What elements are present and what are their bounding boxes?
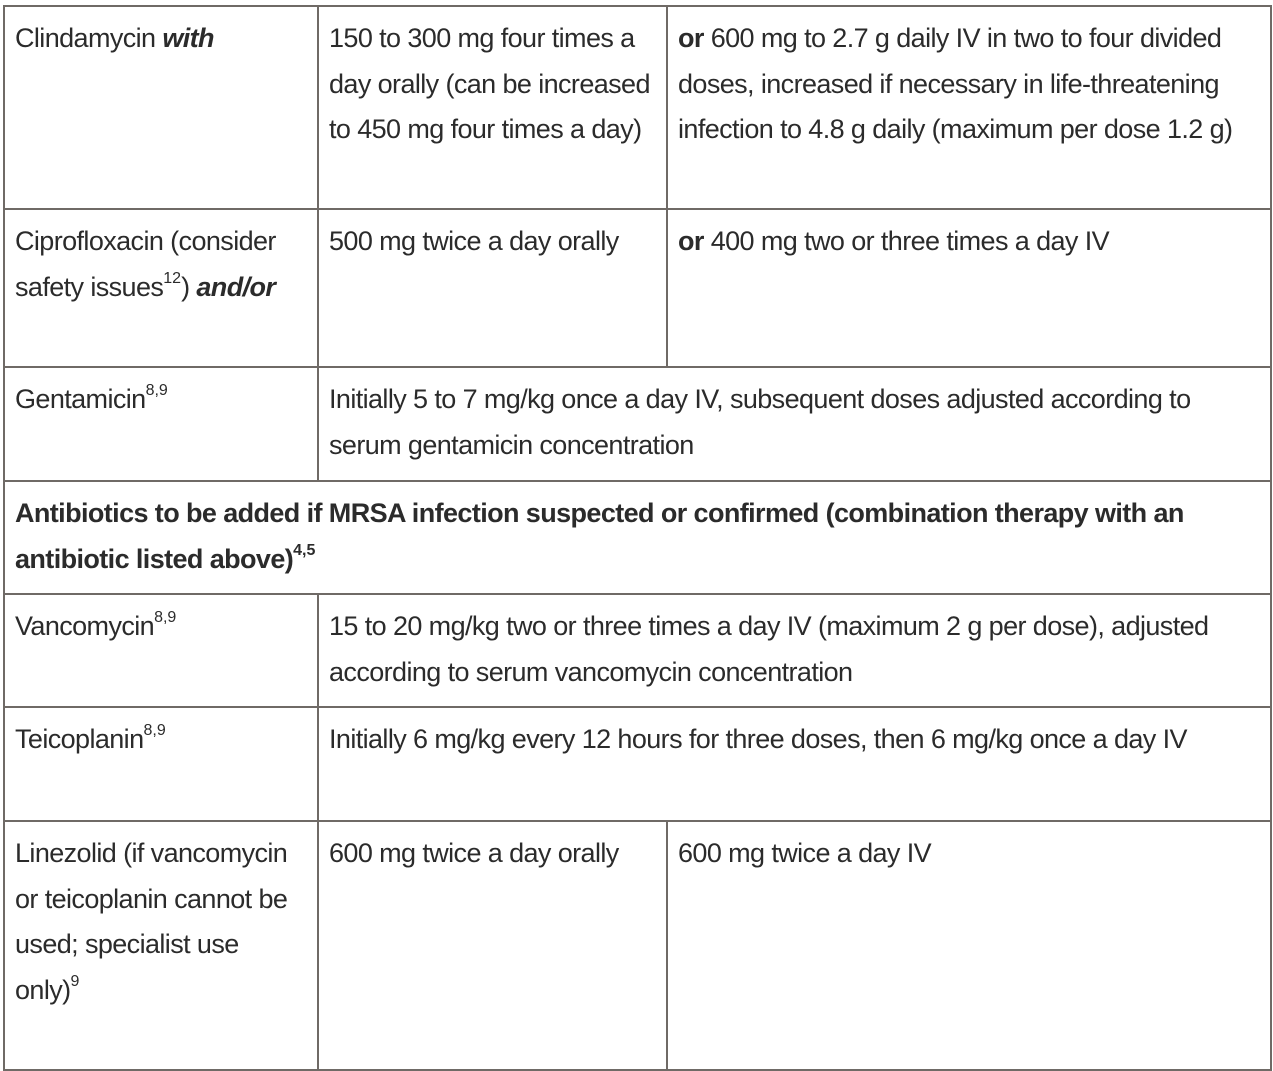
- drug-qualifier: and/or: [196, 271, 276, 302]
- iv-dose-cell: [667, 209, 1271, 367]
- reference-superscript[interactable]: 9: [70, 972, 80, 990]
- reference-superscript[interactable]: 8,9: [154, 609, 177, 626]
- section-heading-cell: [4, 481, 1271, 594]
- table-row-gentamicin: [4, 367, 1271, 481]
- reference-superscript[interactable]: 4,5: [293, 541, 316, 559]
- drug-cell: [4, 707, 318, 821]
- table-row-ciprofloxacin: [4, 209, 1271, 367]
- drug-name: Linezolid (if vancomycin or teicoplanin cannot be used; specialist use only): [15, 838, 288, 1005]
- oral-dose-cell: 150 to 300 mg four times a day orally (can be increased to 450 mg four times a day): [318, 6, 667, 209]
- iv-dose-cell: [667, 6, 1271, 209]
- drug-name: Teicoplanin: [15, 724, 144, 754]
- iv-dose: 600 mg to 2.7 g daily IV in two to four divided doses, increased if necessary in life-threatening infection to 4.8 g daily (maximum per dose 1.2 g): [678, 23, 1233, 144]
- iv-prefix: or: [678, 226, 704, 256]
- table-row-linezolid: [4, 821, 1271, 1070]
- section-heading: Antibiotics to be added if MRSA infection suspected or confirmed (combination therapy with an antibiotic listed above): [15, 498, 1184, 574]
- reference-superscript[interactable]: 8,9: [143, 722, 166, 739]
- drug-name: Ciprofloxacin (consider safety issues: [15, 226, 276, 302]
- drug-name: Clindamycin: [15, 23, 156, 53]
- antibiotic-dosing-table: [3, 5, 1272, 1071]
- combined-dose-cell: Initially 6 mg/kg every 12 hours for three doses, then 6 mg/kg once a day IV: [318, 707, 1271, 821]
- table-row-vancomycin: [4, 594, 1271, 707]
- reference-superscript[interactable]: 8,9: [145, 382, 168, 399]
- oral-dose-cell: 600 mg twice a day orally: [318, 821, 667, 1070]
- table-section-heading-row: [4, 481, 1271, 594]
- table-row-clindamycin: [4, 6, 1271, 209]
- combined-dose-cell: 15 to 20 mg/kg two or three times a day IV (maximum 2 g per dose), adjusted according to serum vancomycin concentration: [318, 594, 1271, 707]
- drug-cell: [4, 367, 318, 481]
- drug-name: Vancomycin: [15, 611, 155, 641]
- combined-dose-cell: Initially 5 to 7 mg/kg once a day IV, subsequent doses adjusted according to serum gentamicin concentration: [318, 367, 1271, 481]
- drug-cell: [4, 6, 318, 209]
- drug-name: Gentamicin: [15, 384, 146, 414]
- oral-dose-cell: 500 mg twice a day orally: [318, 209, 667, 367]
- drug-suffix: ): [181, 271, 190, 302]
- drug-cell: [4, 594, 318, 707]
- drug-cell: [4, 209, 318, 367]
- iv-dose: 400 mg two or three times a day IV: [710, 226, 1110, 256]
- iv-dose-cell: 600 mg twice a day IV: [667, 821, 1271, 1070]
- drug-cell: [4, 821, 318, 1070]
- reference-superscript[interactable]: 12: [163, 269, 182, 287]
- table-row-teicoplanin: [4, 707, 1271, 821]
- drug-qualifier: with: [162, 23, 214, 53]
- iv-prefix: or: [678, 23, 704, 53]
